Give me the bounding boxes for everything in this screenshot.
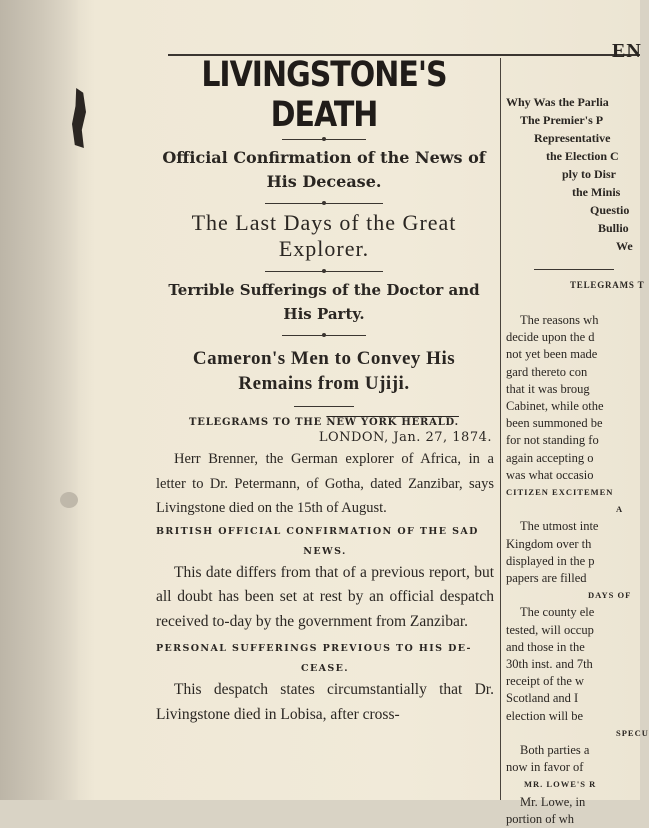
article-paragraph-3 [156,678,494,727]
right-divider [534,269,614,270]
right-credit: TELEGRAMS T [570,280,645,290]
paragraph-text: This date differs from that of a previous report, but all doubt has been set at rest by an official despatch received to-day by the government from Zanzibar. [156,563,494,630]
right-deck-line: Why Was the Parlia [506,95,609,109]
deck-terrible-sufferings: Terrible Sufferings of the Doctor and His Party. [168,281,480,323]
right-deck-line: the Minis [572,185,621,199]
right-line: election will be [506,708,584,723]
subhead-text: BRITISH OFFICIAL CONFIRMATION OF THE SAD [156,525,479,537]
deck-last-days: The Last Days of the Great Explorer. [191,210,457,261]
right-line: Kingdom over th [506,536,592,551]
binding-nick [60,492,78,508]
right-line: and those in the [506,639,585,654]
right-line: The reasons wh [520,313,599,327]
right-deck-line: the Election C [546,149,619,163]
right-headline: EN [612,40,642,62]
divider [294,406,354,407]
deck-camerons-men: Cameron's Men to Convey His Remains from Ujiji. [192,348,456,394]
right-line: displayed in the p [506,553,595,568]
right-line: The county ele [520,605,595,620]
right-deck-line: The Premier's P [520,113,604,127]
right-line: papers are filled [506,571,587,586]
right-line: Cabinet, while othe [506,399,604,414]
deck-official-confirmation: Official Confirmation of the News of His Decease. [162,148,486,191]
right-line: Scotland and I [506,691,579,706]
right-line: gard thereto con [506,364,588,379]
right-line: for not standing fo [506,433,599,448]
right-line: 30th inst. and 7th [506,657,593,672]
right-subhead: CITIZEN EXCITEMEN [506,487,614,498]
right-line: tested, will occup [506,622,594,637]
right-subhead-end: A [616,504,624,515]
headline: LIVINGSTONE'S DEATH [201,54,447,136]
dateline: LONDON, Jan. 27, 1874. [318,430,492,445]
right-line: portion of wh [506,811,575,826]
right-line: was what occasio [506,467,594,482]
credit-paper: NEW YORK HERALD. [326,417,459,428]
right-subhead: SPECU [616,727,649,738]
divider [265,271,383,272]
main-column [152,54,496,727]
divider [265,203,383,204]
right-deck-line: Bullio [598,221,629,235]
subhead-official-confirmation [156,521,494,561]
right-deck [506,93,640,255]
right-line: not yet been made [506,347,598,362]
credit-prefix: TELEGRAMS TO THE [189,417,323,428]
paragraph-text: Herr Brenner, the German explorer of Africa, in a letter to Dr. Petermann, of Gotha, dated Zanzibar, says Livingstone died on the 15th of August. [156,451,494,516]
right-deck-line: ply to Disr [562,167,616,181]
right-deck-line: Representative [534,131,611,145]
right-body [506,312,649,828]
right-subhead: MR. LOWE'S R [524,779,597,790]
subhead-text: PERSONAL SUFFERINGS PREVIOUS TO HIS DE- [156,643,472,654]
right-line: Mr. Lowe, in [520,794,586,809]
telegram-credit [152,417,496,428]
article-paragraph-1 [156,447,494,521]
right-deck-line: We [616,239,633,253]
right-line: again accepting o [506,450,594,465]
divider [282,335,366,336]
right-deck-line: Questio [590,203,630,217]
column-rule [500,58,501,800]
paragraph-text: This despatch states circumstantially that Dr. Livingstone died in Lobisa, after cross- [156,681,494,723]
subhead-personal-sufferings [156,638,494,678]
right-line: that it was broug [506,381,590,396]
right-column [506,40,649,828]
right-line: now in favor of [506,760,584,775]
binding-margin [0,0,78,800]
right-subhead: DAYS OF [588,590,632,601]
right-line: decide upon the d [506,330,595,345]
right-line: Both parties a [520,743,590,758]
divider [282,139,366,140]
right-line: been summoned be [506,416,603,431]
right-line: The utmost inte [520,519,599,534]
subhead-text-end: NEWS. [303,545,347,557]
right-line: receipt of the w [506,674,585,689]
subhead-text-end: CEASE. [301,663,349,674]
article-paragraph-2 [156,561,494,635]
